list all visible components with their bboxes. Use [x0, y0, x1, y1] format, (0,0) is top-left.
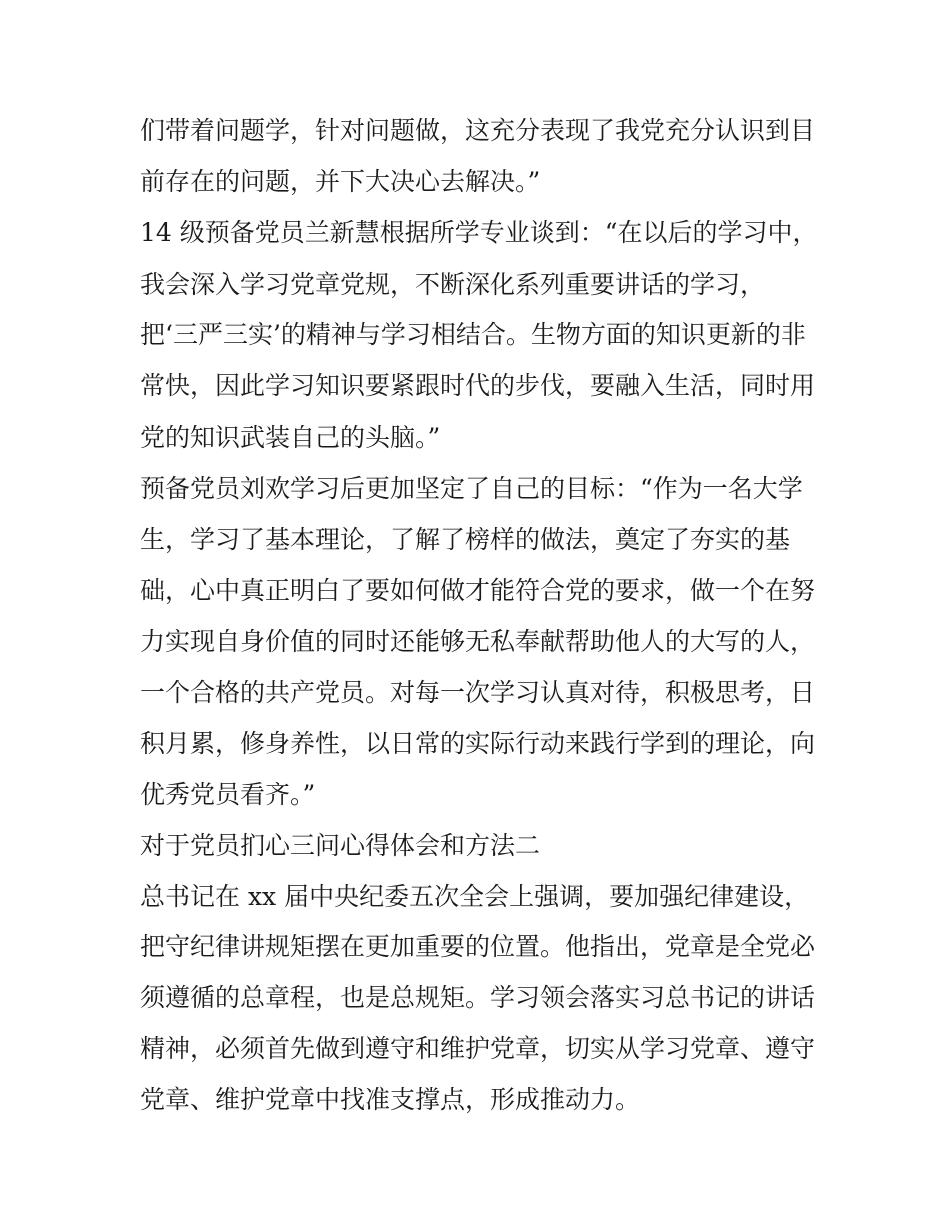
- text-line: 础，心中真正明白了要如何做才能符合党的要求，做一个在努: [140, 576, 816, 605]
- text-line: 力实现自身价值的同时还能够无私奉献帮助他人的大写的人，: [140, 627, 816, 656]
- text-line: 生，学习了基本理论，了解了榜样的做法，奠定了夯实的基: [140, 525, 791, 554]
- text-line: 前存在的问题，并下大决心去解决。”: [140, 167, 541, 196]
- text-line: 优秀党员看齐。”: [140, 780, 316, 809]
- text-line: 精神，必须首先做到遵守和维护党章，切实从学习党章、遵守: [140, 1034, 816, 1063]
- text-line: 积月累，修身养性，以日常的实际行动来践行学到的理论，向: [140, 729, 816, 758]
- text-line: 总书记在 xx 届中央纪委五次全会上强调，要加强纪律建设，: [140, 882, 810, 911]
- text-line: 把‘三严三实’的精神与学习相结合。生物方面的知识更新的非: [140, 320, 806, 349]
- text-line: 们带着问题学，针对问题做，这充分表现了我党充分认识到目: [140, 116, 816, 145]
- text-line: 一个合格的共产党员。对每一次学习认真对待，积极思考，日: [140, 678, 816, 707]
- text-line: 14 级预备党员兰新慧根据所学专业谈到：“在以后的学习中，: [140, 218, 818, 247]
- text-line: 常快，因此学习知识要紧跟时代的步伐，要融入生活，同时用: [140, 371, 816, 400]
- text-line: 预备党员刘欢学习后更加坚定了自己的目标：“作为一名大学: [140, 474, 803, 503]
- section-heading: 对于党员扪心三问心得体会和方法二: [140, 831, 541, 860]
- text-line: 党章、维护党章中找准支撑点，形成推动力。: [140, 1085, 641, 1114]
- text-line: 把守纪律讲规矩摆在更加重要的位置。他指出，党章是全党必: [140, 932, 816, 961]
- text-line: 我会深入学习党章党规，不断深化系列重要讲话的学习，: [140, 270, 766, 299]
- text-line: 须遵循的总章程，也是总规矩。学习领会落实习总书记的讲话: [140, 983, 816, 1012]
- text-line: 党的知识武装自己的头脑。”: [140, 423, 441, 452]
